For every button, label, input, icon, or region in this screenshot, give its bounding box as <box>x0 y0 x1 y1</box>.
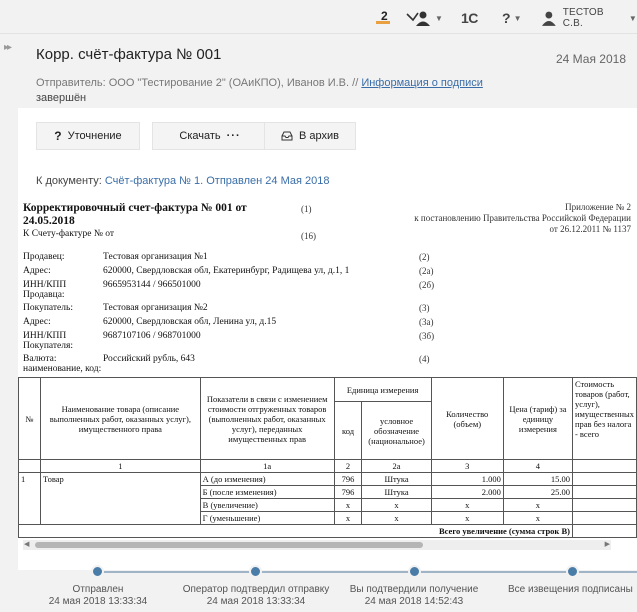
buyer-inn-value: 9687107106 / 968701000 <box>103 331 201 341</box>
timeline-label-received: Вы подтвердили получение <box>349 584 479 595</box>
clarify-label: Уточнение <box>67 130 122 142</box>
archive-icon <box>281 131 293 141</box>
row-qty-a: 1.000 <box>431 473 503 486</box>
expand-sidebar-icon[interactable]: ▸▸ <box>4 42 11 53</box>
horizontal-scrollbar[interactable] <box>23 540 611 550</box>
col-number-5 <box>572 460 636 473</box>
timeline-dot-sent <box>91 565 104 578</box>
sender-text: Отправитель: ООО "Тестирование 2" (ОАиКПО), Иванов И.В. // <box>36 77 359 89</box>
timeline-label-signed: Все извещения подписаны <box>508 584 633 595</box>
row-code-b: 796 <box>334 486 362 499</box>
col-header-cost: Стоимость товаров (работ, услуг), имущественных прав без налога - всего <box>572 378 636 460</box>
clarify-button[interactable] <box>36 122 140 150</box>
buyer-value: Тестовая организация №2 <box>103 303 208 313</box>
document-title: Корр. счёт-фактура № 001 <box>36 46 222 63</box>
row-unit-b: Штука <box>362 486 431 499</box>
seller-address-value: 620000, Свердловская обл, Екатеринбург, Радищева ул, д.1, 1 <box>103 266 350 276</box>
status-timeline <box>0 570 637 612</box>
row-price-b: 25.00 <box>503 486 572 499</box>
row-code-c: х <box>334 499 362 512</box>
brand-1c[interactable]: 1С <box>461 10 478 26</box>
col-header-qty: Количество (объем) <box>431 378 503 460</box>
col-number-1: 1 <box>41 460 201 473</box>
scroll-right-icon[interactable]: ▶ <box>604 541 610 548</box>
col-header-unit: Единица измерения <box>334 378 431 402</box>
ref-3b: (3б) <box>419 331 435 341</box>
buyer-address-value: 620000, Свердловская обл, Ленина ул, д.15 <box>103 317 277 327</box>
more-icon: ··· <box>226 130 241 142</box>
row-label-d: Г (уменьшение) <box>200 512 334 525</box>
ref-2b: (2б) <box>419 280 435 290</box>
to-document-label: К документу: <box>36 175 102 187</box>
ref-3: (3) <box>419 303 430 313</box>
timeline-dot-operator <box>249 565 262 578</box>
timeline-dot-received <box>408 565 421 578</box>
invoice-title-line2: 24.05.2018 <box>23 215 75 227</box>
row-cost-b <box>572 486 636 499</box>
svg-text:2: 2 <box>381 9 388 23</box>
row-unit-a: Штука <box>362 473 431 486</box>
row-price-d: х <box>503 512 572 525</box>
download-label: Скачать <box>179 130 221 142</box>
row-cost-d <box>572 512 636 525</box>
currency-label-line1: Валюта: <box>23 354 57 364</box>
col-header-price: Цена (тариф) за единицу измерения <box>503 378 572 460</box>
timeline-label-operator: Оператор подтвердил отправку <box>182 584 330 595</box>
currency-label <box>23 354 101 374</box>
seller-inn-label <box>23 280 66 300</box>
invoice-title <box>23 202 273 228</box>
row-num: 1 <box>19 473 41 525</box>
related-document-link[interactable]: Счёт-фактура № 1. Отправлен 24 Мая 2018 <box>104 175 330 187</box>
row-price-c: х <box>503 499 572 512</box>
document-status: завершён <box>36 92 87 104</box>
document-badge-icon <box>374 9 392 27</box>
col-number-2a: 2а <box>362 460 431 473</box>
ref-16: (16) <box>301 231 316 241</box>
question-icon: ? <box>54 129 62 143</box>
col-header-name: Наименование товара (описание выполненных работ, оказанных услуг), имущественного права <box>41 378 201 460</box>
ref-2: (2) <box>419 252 430 262</box>
ref-4: (4) <box>419 354 430 364</box>
document-panel <box>18 108 637 570</box>
col-header-indicators: Показатели в связи с изменением стоимости отгруженных товаров (выполненных работ, оказанных услуг), переданных имущественных прав <box>200 378 334 460</box>
timeline-time-received: 24 мая 2018 14:52:43 <box>364 596 464 607</box>
document-date: 24 Мая 2018 <box>555 52 626 66</box>
seller-address-label: Адрес: <box>23 266 51 276</box>
timeline-line <box>97 571 637 573</box>
seller-label: Продавец: <box>23 252 65 262</box>
row-label-b: Б (после изменения) <box>200 486 334 499</box>
timeline-time-operator: 24 мая 2018 13:33:34 <box>206 596 306 607</box>
row-qty-c: х <box>431 499 503 512</box>
buyer-label: Покупатель: <box>23 303 73 313</box>
appendix-line3: от 26.12.2011 № 1137 <box>549 224 631 234</box>
to-invoice-label: К Счету-фактуре № от <box>23 229 115 239</box>
col-header-num: № <box>19 378 41 460</box>
help-icon: ? <box>502 10 511 26</box>
timeline-label-sent: Отправлен <box>72 584 124 595</box>
user-icon <box>541 10 557 26</box>
download-button[interactable] <box>152 122 268 150</box>
chevron-down-icon: ▼ <box>513 13 522 23</box>
currency-label-line2: наименование, код: <box>23 364 102 374</box>
buyer-inn-label-line2: Покупателя: <box>23 341 74 351</box>
col-number-2: 2 <box>334 460 362 473</box>
scroll-left-icon[interactable]: ◀ <box>24 541 30 548</box>
table-row <box>19 473 637 486</box>
chevron-down-icon: ▼ <box>628 13 637 23</box>
user-menu-button[interactable] <box>541 9 637 27</box>
col-number-3: 3 <box>431 460 503 473</box>
archive-label: В архив <box>299 130 339 142</box>
total-value <box>572 525 636 538</box>
appendix-line2: к постановлению Правительства Российской Федерации <box>414 213 631 223</box>
sender-info <box>36 77 483 89</box>
col-number-1a: 1а <box>200 460 334 473</box>
top-bar <box>0 0 637 34</box>
signature-user-icon <box>406 10 432 26</box>
total-label: Всего увеличение (сумма строк В) <box>19 525 573 538</box>
row-unit-c: х <box>362 499 431 512</box>
timeline-time-sent: 24 мая 2018 13:33:34 <box>48 596 148 607</box>
ref-2a: (2а) <box>419 266 434 276</box>
table-total-row <box>19 525 637 538</box>
row-label-a: А (до изменения) <box>200 473 334 486</box>
buyer-inn-label-line1: ИНН/КПП <box>23 331 67 341</box>
user-name: ТЕСТОВ С.В. <box>562 7 604 29</box>
seller-inn-label-line2: Продавца: <box>23 290 65 300</box>
signature-menu-button[interactable] <box>406 9 443 27</box>
col-number-4: 4 <box>503 460 572 473</box>
currency-value: Российский рубль, 643 <box>103 354 195 364</box>
row-code-a: 796 <box>334 473 362 486</box>
row-code-d: х <box>334 512 362 525</box>
row-qty-b: 2.000 <box>431 486 503 499</box>
row-price-a: 15.00 <box>503 473 572 486</box>
col-header-unit-code: код <box>334 402 362 460</box>
chevron-down-icon: ▼ <box>435 13 443 23</box>
invoice-table <box>18 377 637 538</box>
seller-inn-label-line1: ИНН/КПП <box>23 280 67 290</box>
col-number-empty <box>19 460 41 473</box>
archive-button[interactable] <box>264 122 356 150</box>
signature-info-link[interactable]: Информация о подписи <box>361 77 483 89</box>
row-cost-c <box>572 499 636 512</box>
ref-1: (1) <box>301 204 312 214</box>
help-menu-button[interactable] <box>502 9 521 27</box>
row-label-c: В (увеличение) <box>200 499 334 512</box>
buyer-inn-label <box>23 331 73 351</box>
buyer-address-label: Адрес: <box>23 317 51 327</box>
appendix-note <box>414 202 631 235</box>
col-header-unit-name: условное обозначение (национальное) <box>362 402 431 460</box>
scrollbar-thumb[interactable] <box>35 542 423 548</box>
notifications-button[interactable] <box>374 9 392 27</box>
invoice-title-line1: Корректировочный счет-фактура № 001 от <box>23 202 247 214</box>
appendix-line1: Приложение № 2 <box>565 202 631 212</box>
seller-inn-value: 9665953144 / 966501000 <box>103 280 201 290</box>
ref-3a: (3а) <box>419 317 434 327</box>
timeline-dot-signed <box>566 565 579 578</box>
row-unit-d: х <box>362 512 431 525</box>
seller-value: Тестовая организация №1 <box>103 252 208 262</box>
row-cost-a <box>572 473 636 486</box>
row-name: Товар <box>41 473 201 525</box>
row-qty-d: х <box>431 512 503 525</box>
related-document <box>36 175 329 187</box>
